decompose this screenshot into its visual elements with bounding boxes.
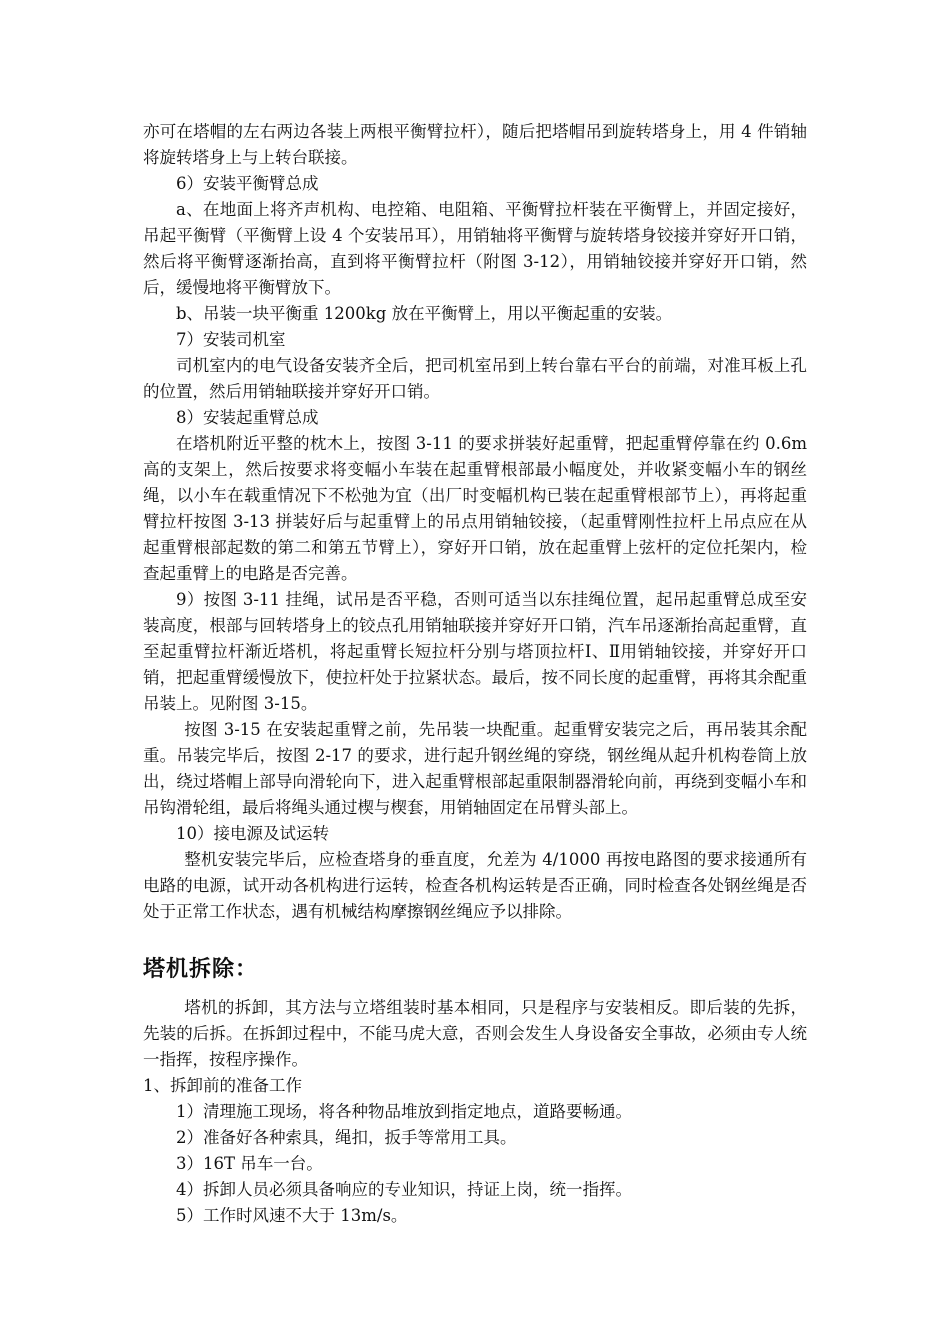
step-6a-paragraph: a、在地面上将齐声机构、电控箱、电阻箱、平衡臂拉杆装在平衡臂上，并固定接好，吊起平衡臂（平衡臂上设 4 个安装吊耳），用销轴将平衡臂与旋转塔身铰接并穿好开口销，然后将平衡臂逐渐抬高，直到将平衡臂拉杆（附图 3-12），用销轴铰接并穿好开口销，然后，缓慢地将平衡臂放下。 [143, 200, 807, 297]
list-item: 3）16T 吊车一台。 [176, 1154, 323, 1173]
dismantle-intro: 塔机的拆卸，其方法与立塔组装时基本相同，只是程序与安装相反。即后装的先拆，先装的后拆。在拆卸过程中，不能马虎大意，否则会发生人身设备安全事故，必须由专人统一指挥，按程序操作。 [143, 998, 807, 1069]
step-8-paragraph: 在塔机附近平整的枕木上，按图 3-11 的要求拼装好起重臂，把起重臂停靠在约 0.6m 高的支架上，然后按要求将变幅小车装在起重臂根部最小幅度处，并收紧变幅小车的钢丝绳，以小车在载重情况下不松弛为宜（出厂时变幅机构已装在起重臂根部节上），再将起重臂拉杆按图 3-13 拼装好后与起重臂上的吊点用销轴铰接，（起重臂刚性拉杆上吊点应在从起重臂根部起数的第二和第五节臂上），穿好开口销，放在起重臂上弦杆的定位托架内，检查起重臂上的电路是否完善。 [143, 434, 807, 583]
step-8-heading: 8）安装起重臂总成 [176, 408, 319, 427]
step-10-heading: 10）接电源及试运转 [176, 824, 329, 843]
step-6b-paragraph: b、吊装一块平衡重 1200kg 放在平衡臂上，用以平衡起重的安装。 [176, 304, 673, 323]
list-item: 4）拆卸人员必须具备响应的专业知识，持证上岗，统一指挥。 [176, 1180, 632, 1199]
step-6-heading: 6）安装平衡臂总成 [176, 174, 319, 193]
step-10-paragraph: 整机安装完毕后，应检查塔身的垂直度，允差为 4/1000 再按电路图的要求接通所有电路的电源，试开动各机构进行运转，检查各机构运转是否正确，同时检查各处钢丝绳是否处于正常工作状态，遇有机械结构摩擦钢丝绳应予以排除。 [143, 850, 807, 921]
document-page [143, 119, 807, 1229]
list-item: 5）工作时风速不大于 13m/s。 [176, 1206, 408, 1225]
section-heading-dismantle: 塔机拆除： [143, 957, 259, 982]
step-7-paragraph: 司机室内的电气设备安装齐全后，把司机室吊到上转台靠右平台的前端，对准耳板上孔的位置，然后用销轴联接并穿好开口销。 [143, 356, 807, 401]
paragraph-tower-cap: 亦可在塔帽的左右两边各装上两根平衡臂拉杆），随后把塔帽吊到旋转塔身上，用 4 件销轴将旋转塔身上与上转台联接。 [143, 122, 807, 167]
preparation-subheading: 1、拆卸前的准备工作 [143, 1076, 302, 1095]
list-item: 2）准备好各种索具，绳扣，扳手等常用工具。 [176, 1128, 517, 1147]
list-item: 1）清理施工现场，将各种物品堆放到指定地点，道路要畅通。 [176, 1102, 632, 1121]
step-9-paragraph: 9）按图 3-11 挂绳，试吊是否平稳，否则可适当以东挂绳位置，起吊起重臂总成至安装高度，根部与回转塔身上的铰点孔用销轴联接并穿好开口销，汽车吊逐渐抬高起重臂，直至起重臂拉杆渐近塔机，将起重臂长短拉杆分别与塔顶拉杆Ⅰ、Ⅱ用销轴铰接，并穿好开口销，把起重臂缓慢放下，使拉杆处于拉紧状态。最后，按不同长度的起重臂，再将其余配重吊装上。见附图 3-15。 [143, 590, 807, 713]
step-7-heading: 7）安装司机室 [176, 330, 286, 349]
counterweight-paragraph: 按图 3-15 在安装起重臂之前，先吊装一块配重。起重臂安装完之后，再吊装其余配重。吊装完毕后，按图 2-17 的要求，进行起升钢丝绳的穿绕，钢丝绳从起升机构卷筒上放出，绕过塔帽上部导向滑轮向下，进入起重臂根部起重限制器滑轮向前，再绕到变幅小车和吊钩滑轮组，最后将绳头通过楔与楔套，用销轴固定在吊臂头部上。 [143, 720, 807, 817]
